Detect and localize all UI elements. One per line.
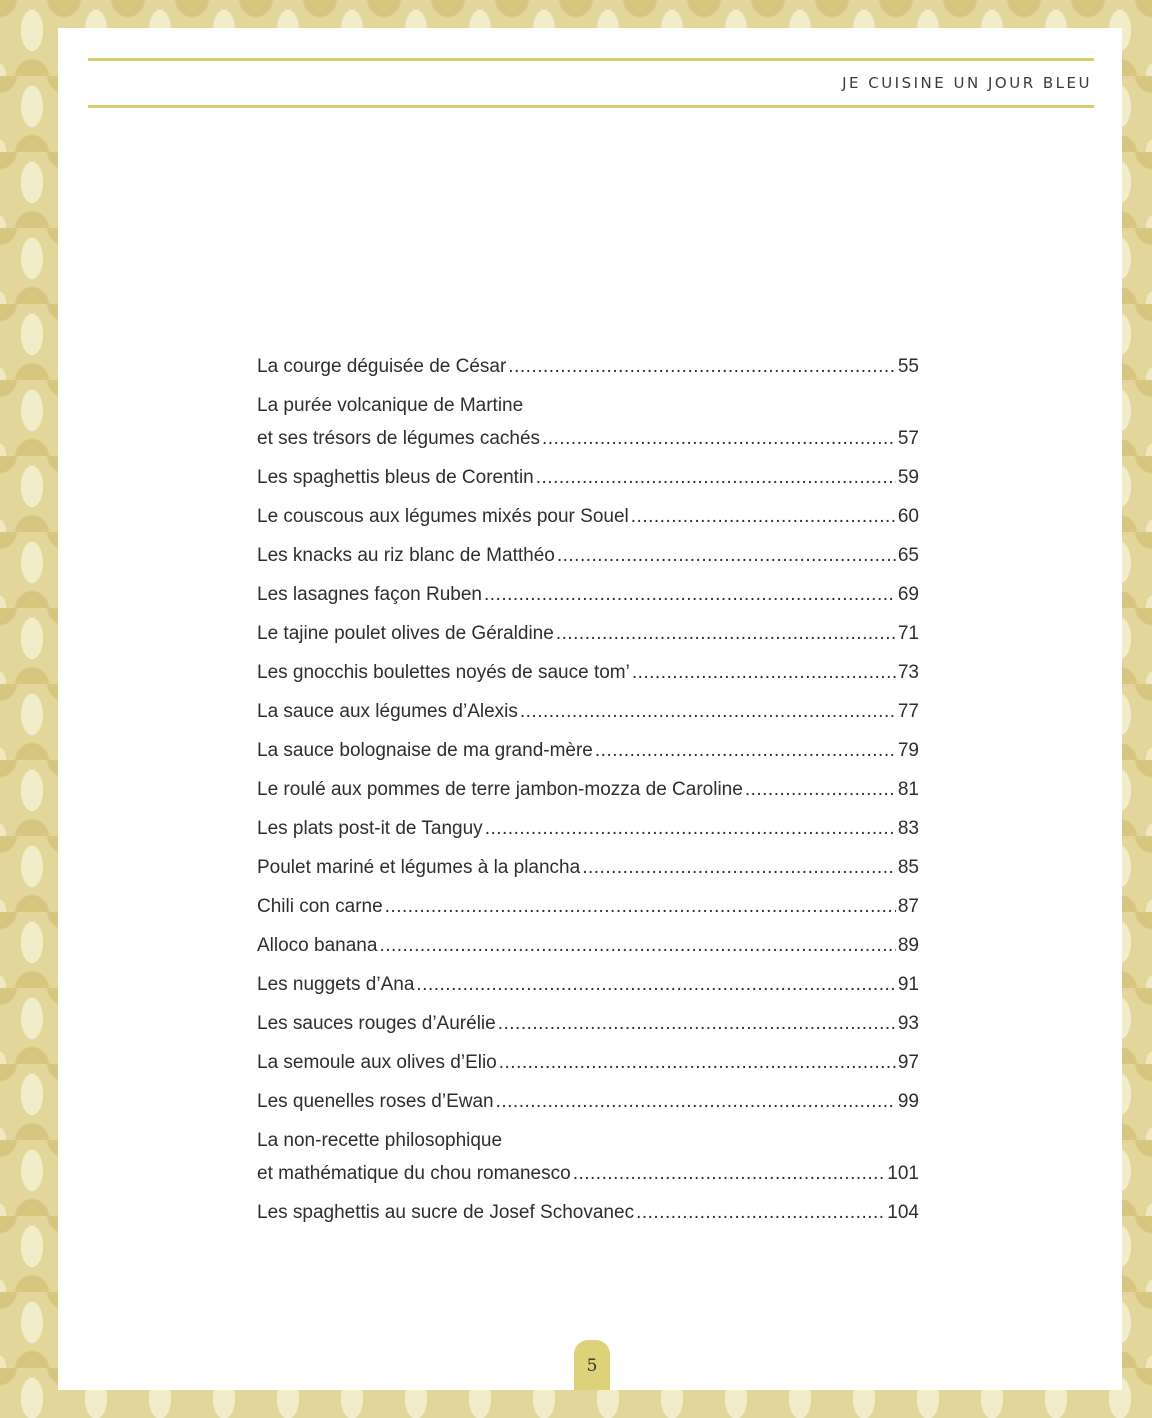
table-of-contents: [257, 350, 919, 1235]
toc-entry-line: [257, 500, 919, 533]
toc-entry: [257, 968, 919, 1001]
toc-entry-line: [257, 1007, 919, 1040]
dot-leader: [379, 929, 895, 962]
toc-entry-line: [257, 656, 919, 689]
toc-entry-page: 59: [897, 467, 919, 488]
toc-entry-title: Chili con carne: [257, 896, 383, 917]
dot-leader: [499, 1046, 896, 1079]
dot-leader: [573, 1157, 886, 1190]
dot-leader: [520, 695, 896, 728]
toc-entry-page: 93: [897, 1013, 919, 1034]
page-number: 5: [586, 1356, 598, 1376]
toc-entry-title: Les spaghettis au sucre de Josef Schovanec: [257, 1202, 635, 1223]
toc-entry: [257, 539, 919, 572]
toc-entry-page: 73: [897, 662, 919, 683]
header-rule-bottom: [88, 105, 1094, 108]
toc-entry: [257, 1085, 919, 1118]
header-rule-top: [88, 58, 1094, 61]
toc-entry-title: Poulet mariné et légumes à la plancha: [257, 857, 581, 878]
dot-leader: [536, 461, 896, 494]
toc-entry-title: Les plats post-it de Tanguy: [257, 818, 483, 839]
toc-entry-title: Le tajine poulet olives de Géraldine: [257, 623, 554, 644]
dot-leader: [632, 656, 896, 689]
toc-entry-line: [257, 890, 919, 923]
toc-entry: [257, 1046, 919, 1079]
toc-entry: [257, 1007, 919, 1040]
toc-entry-line: [257, 461, 919, 494]
toc-entry-page: 85: [897, 857, 919, 878]
dot-leader: [542, 422, 896, 455]
dot-leader: [385, 890, 896, 923]
dot-leader: [416, 968, 895, 1001]
toc-entry-title: Les knacks au riz blanc de Matthéo: [257, 545, 555, 566]
toc-entry-page: 99: [897, 1091, 919, 1112]
toc-entry-page: 77: [897, 701, 919, 722]
toc-entry-page: 71: [897, 623, 919, 644]
dot-leader: [595, 734, 896, 767]
toc-entry: [257, 851, 919, 884]
toc-entry-line: [257, 1124, 919, 1157]
toc-entry: [257, 578, 919, 611]
dot-leader: [485, 812, 896, 845]
toc-entry-page: 101: [887, 1163, 919, 1184]
toc-entry-title: Les sauces rouges d’Aurélie: [257, 1013, 496, 1034]
toc-entry-line: [257, 1196, 919, 1229]
toc-entry-title: Les gnocchis boulettes noyés de sauce tom’: [257, 662, 630, 683]
toc-entry-title: Les quenelles roses d’Ewan: [257, 1091, 494, 1112]
running-head-title: JE CUISINE UN JOUR BLEU: [842, 74, 1092, 92]
toc-entry-title: Alloco banana: [257, 935, 378, 956]
dot-leader: [496, 1085, 896, 1118]
toc-entry-line: [257, 734, 919, 767]
toc-entry-title: Les spaghettis bleus de Corentin: [257, 467, 534, 488]
toc-entry-page: 65: [897, 545, 919, 566]
toc-entry-page: 87: [897, 896, 919, 917]
book-page: [58, 28, 1122, 1390]
toc-entry: [257, 773, 919, 806]
dot-leader: [484, 578, 896, 611]
toc-entry-page: 81: [897, 779, 919, 800]
toc-entry-title: La non-recette philosophique: [257, 1130, 503, 1151]
toc-entry-line: [257, 1046, 919, 1079]
toc-entry: [257, 890, 919, 923]
toc-entry-title: Les nuggets d’Ana: [257, 974, 415, 995]
toc-entry: [257, 461, 919, 494]
toc-entry-title: et ses trésors de légumes cachés: [257, 428, 541, 449]
toc-entry: [257, 350, 919, 383]
toc-entry-line: [257, 539, 919, 572]
toc-entry-line: [257, 812, 919, 845]
toc-entry-page: 83: [897, 818, 919, 839]
toc-entry-line: [257, 695, 919, 728]
toc-entry: [257, 695, 919, 728]
toc-entry-line: [257, 929, 919, 962]
toc-entry: [257, 812, 919, 845]
toc-entry-title: Le couscous aux légumes mixés pour Souel: [257, 506, 629, 527]
toc-entry-line: [257, 422, 919, 455]
toc-entry: [257, 1124, 919, 1190]
toc-entry: [257, 389, 919, 455]
toc-entry-line: [257, 389, 919, 422]
toc-entry-title: La sauce aux légumes d’Alexis: [257, 701, 518, 722]
toc-entry-title: La sauce bolognaise de ma grand-mère: [257, 740, 593, 761]
toc-entry-title: La courge déguisée de César: [257, 356, 507, 377]
toc-entry-line: [257, 617, 919, 650]
toc-entry: [257, 1196, 919, 1229]
toc-entry-title: La purée volcanique de Martine: [257, 395, 524, 416]
toc-entry: [257, 617, 919, 650]
toc-entry-page: 89: [897, 935, 919, 956]
toc-entry-title: et mathématique du chou romanesco: [257, 1163, 571, 1184]
toc-entry-title: Les lasagnes façon Ruben: [257, 584, 482, 605]
toc-entry-title: Le roulé aux pommes de terre jambon-mozza de Caroline: [257, 779, 743, 800]
toc-entry-page: 104: [887, 1202, 919, 1223]
toc-entry-line: [257, 1157, 919, 1190]
toc-entry: [257, 929, 919, 962]
toc-entry-page: 97: [897, 1052, 919, 1073]
dot-leader: [631, 500, 896, 533]
dot-leader: [556, 617, 896, 650]
dot-leader: [745, 773, 896, 806]
toc-entry: [257, 500, 919, 533]
toc-entry-line: [257, 968, 919, 1001]
toc-entry-page: 60: [897, 506, 919, 527]
toc-entry-title: La semoule aux olives d’Elio: [257, 1052, 497, 1073]
dot-leader: [636, 1196, 885, 1229]
toc-entry: [257, 656, 919, 689]
toc-entry-page: 57: [897, 428, 919, 449]
toc-entry-page: 69: [897, 584, 919, 605]
dot-leader: [582, 851, 896, 884]
toc-entry: [257, 734, 919, 767]
toc-entry-page: 91: [897, 974, 919, 995]
toc-entry-page: 79: [897, 740, 919, 761]
dot-leader: [508, 350, 896, 383]
dot-leader: [557, 539, 896, 572]
toc-entry-line: [257, 578, 919, 611]
page-number-tab: [574, 1340, 610, 1390]
toc-entry-page: 55: [897, 356, 919, 377]
toc-entry-line: [257, 851, 919, 884]
toc-entry-line: [257, 350, 919, 383]
toc-entry-line: [257, 1085, 919, 1118]
dot-leader: [498, 1007, 896, 1040]
toc-entry-line: [257, 773, 919, 806]
